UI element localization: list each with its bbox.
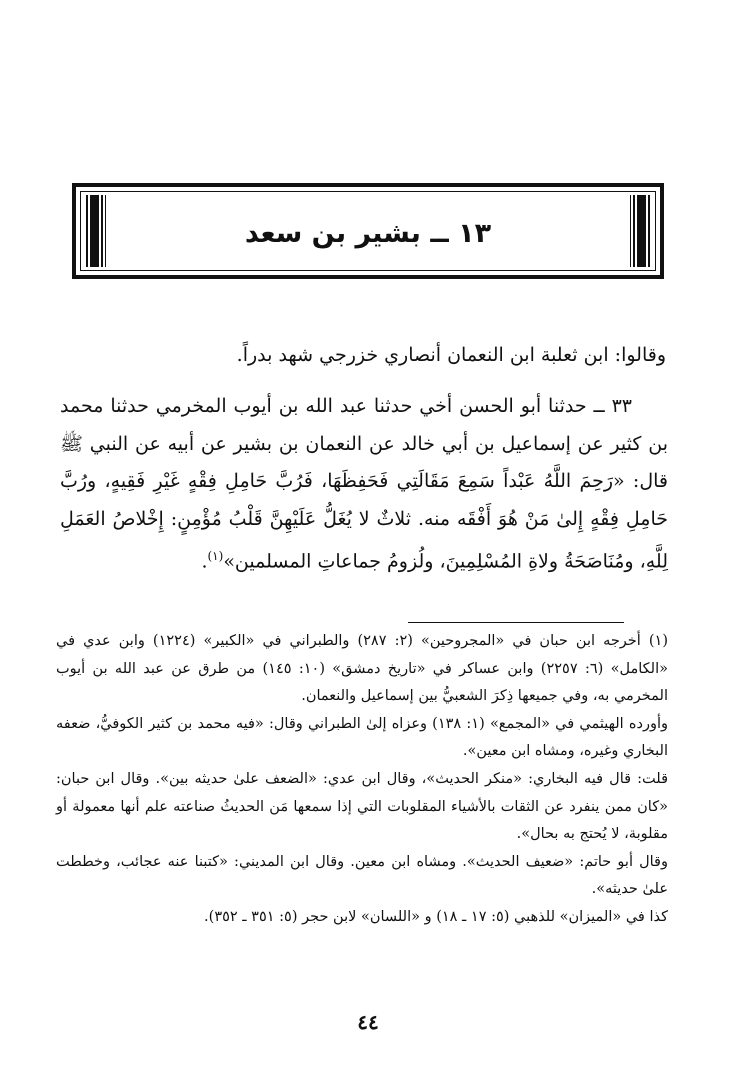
hadith-block (60, 388, 668, 581)
chapter-title: ١٣ ــ بشير بن سعد (244, 217, 492, 249)
footnote-1 (56, 628, 668, 711)
chapter-title-box (72, 183, 664, 279)
footnote-paragraph: أخرجه ابن حبان في «المجروحين» (٢: ٢٨٧) والطبراني في «الكبير» (١٢٢٤) وابن عدي في «الكامل» (٦: ٢٢٥٧) وابن عساكر في «تاريخ دمشق» (١٠: ١٤٥) من طرق عن عبد الله بن أيوب المخرمي به، وفي جميعها ذِكرَ الشعبيُّ بين إسماعيل والنعمان. (56, 633, 668, 705)
footnote-paragraph: كذا في «الميزان» للذهبي (٥: ١٧ ـ ١٨) و «اللسان» لابن حجر (٥: ٣٥١ ـ ٣٥٢). (204, 908, 668, 925)
hadith-matn: «رَحِمَ اللَّهُ عَبْداً سَمِعَ مَقَالَتِي فَحَفِظَهَا، فَرُبَّ حَامِلِ فِقْهٍ غَيْرِ فَقِيهٍ، ورُبَّ حَامِلِ فِقْهٍ إِلىٰ مَنْ هُوَ أَفْقَه منه. ثلاثٌ لا يُغَلُّ عَلَيْهِنَّ قَلْبُ مُؤْمِنٍ: إِخْلاصُ العَمَلِ لِلَّهِ، ومُنَاصَحَةُ ولاةِ المُسْلِمِينَ، ولُزومُ جماعاتِ المسلمين» (60, 470, 668, 573)
footnotes (56, 628, 668, 932)
footnote-paragraph: قلت: قال فيه البخاري: «منكر الحديث»، وقال ابن عدي: «الضعف علىٰ حديثه بين». وقال ابن حبان: «كان ممن ينفرد عن الثقات بالأشياء المقلوبات التي إذا سمعها مَن الحديثُ صناعته علم أنها معمولة أو مقلوبة، لا يُحتج به بحال». (56, 770, 668, 843)
footnote-marker: (١) (648, 633, 668, 649)
hadith-end: . (201, 550, 208, 573)
footnote-reference[interactable]: (١) (207, 549, 224, 563)
right-ornament (630, 195, 650, 267)
intro-paragraph: وقالوا: ابن ثعلبة ابن النعمان أنصاري خزرجي شهد بدراً. (236, 344, 666, 366)
footnote-separator (408, 622, 624, 623)
page-number: ٤٤ (357, 1010, 379, 1034)
footnote-paragraph: وقال أبو حاتم: «ضعيف الحديث». ومشاه ابن معين. وقال ابن المديني: «كتبنا عنه عجائب، وخططت علىٰ حديثه». (56, 853, 668, 898)
left-ornament (86, 195, 106, 267)
hadith-isnad: ٣٣ ــ حدثنا أبو الحسن أخي حدثنا عبد الله بن أيوب المخرمي حدثنا محمد بن كثير عن إسماعيل بن أبي خالد عن النعمان بن بشير عن أبيه عن النبي ﷺ قال: (60, 395, 668, 492)
footnote-paragraph: وأورده الهيثمي في «المجمع» (١: ١٣٨) وعزاه إلىٰ الطبراني وقال: «فيه محمد بن كثير الكوفيُّ، ضعفه البخاري وغيره، ومشاه ابن معين». (56, 715, 668, 760)
